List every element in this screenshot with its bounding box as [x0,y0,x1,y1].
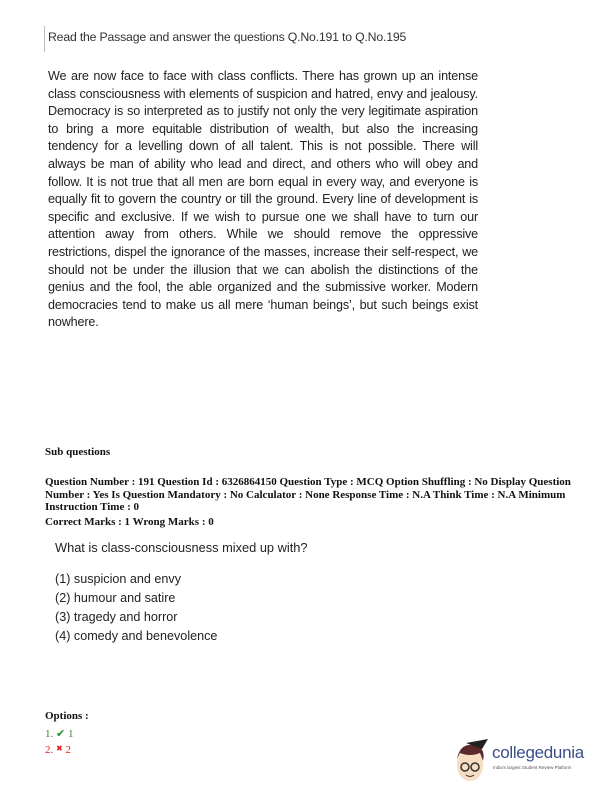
question-marks: Correct Marks : 1 Wrong Marks : 0 [45,516,214,528]
option-4: (4) comedy and benevolence [55,629,218,643]
collegedunia-logo: collegedunia India's largest Student Review Platform [452,737,602,787]
question-text: What is class-consciousness mixed up with? [55,540,308,555]
answer-option-1: 1. ✔ 1 [45,728,74,740]
passage-text: We are now face to face with class conflicts. There has grown up an intense class consciousness with elements of suspicion and hatred, envy and jealousy. Democracy is so interpreted as to justify not only the very legitimate aspiration to bring a more equitable distribution of wealth, but also the increasing tendency for a levelling down of all talent. This is not possible. There will always be man of ability who lead and direct, and others who will obey and follow. It is not true that all men are born equal in every way, and everyone is equally fit to govern the country or till the ground. Every line of development is specific and exclusive. If we wish to pursue one we shall have to turn our attention away from others. While we should remove the oppressive restrictions, dispel the ignorance of the masses, increase their self-respect, we should not be under the illusion that we can abolish the distinctions of the genius and the fool, the able organized and the submissive worker. Modern democracies tend to make us all mere ‘human beings’, but such beings exist nowhere. [48,69,478,330]
question-options [55,570,217,646]
options-label: Options : [45,710,89,722]
check-icon: ✔ [56,728,66,740]
option-1: (1) suspicion and envy [55,572,182,586]
option-2: (2) humour and satire [55,591,176,605]
cross-icon: ✖ [56,744,63,753]
answer-option-2: 2. ✖ 2 [45,744,71,756]
margin-line [44,26,45,52]
mascot-icon [452,737,492,787]
sub-questions-label: Sub questions [45,446,111,458]
question-metadata: Question Number : 191 Question Id : 6326864150 Question Type : MCQ Option Shuffling : No Display Question Number : Yes Is Question Mandatory : No Calculator : None Response Time : N.A Think Time : N.A Minimum Instruction Time : 0 [45,476,571,513]
option-3: (3) tragedy and horror [55,610,178,624]
passage-heading: Read the Passage and answer the questions Q.No.191 to Q.No.195 [48,30,407,44]
